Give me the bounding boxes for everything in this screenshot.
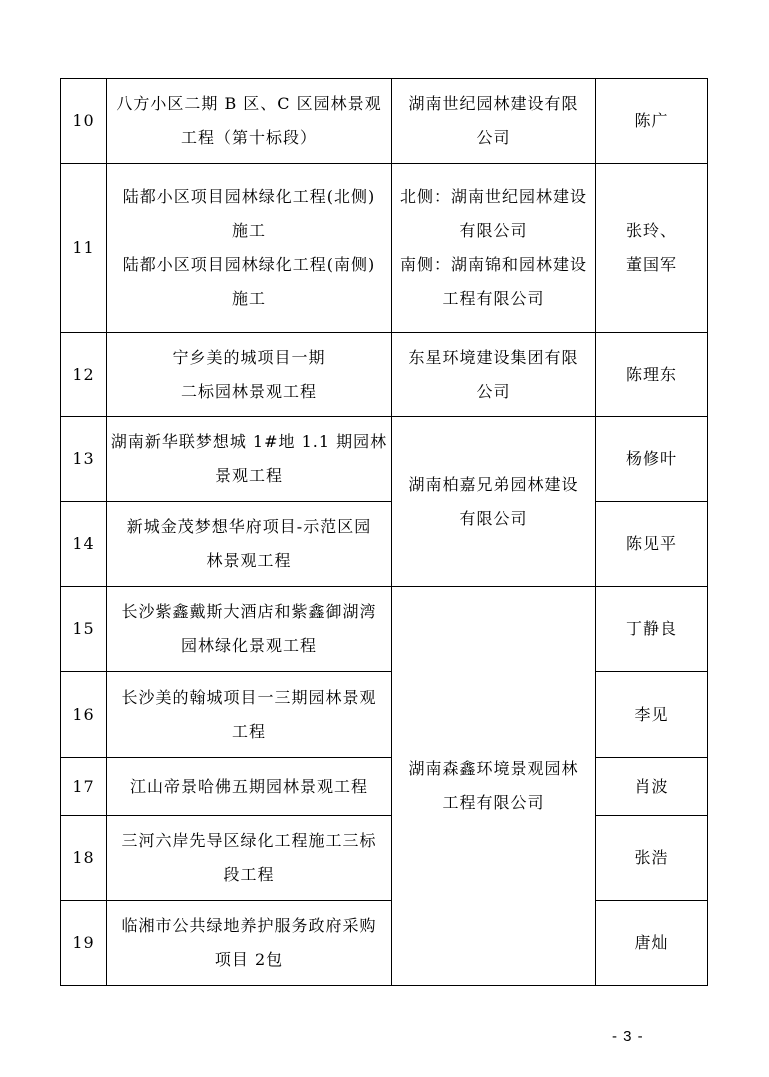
row-number: 11 bbox=[61, 164, 107, 333]
person-name: 杨修叶 bbox=[596, 417, 708, 502]
person-name: 肖波 bbox=[596, 758, 708, 816]
table-row bbox=[61, 164, 708, 333]
project-name: 长沙美的翰城项目一三期园林景观 工程 bbox=[107, 672, 392, 758]
project-name: 临湘市公共绿地养护服务政府采购 项目 2包 bbox=[107, 901, 392, 986]
table-row bbox=[61, 333, 708, 417]
page-number: - 3 - bbox=[612, 1028, 644, 1045]
table-row bbox=[61, 672, 708, 758]
table-row bbox=[61, 587, 708, 672]
project-name: 陆都小区项目园林绿化工程(北侧) 施工 陆都小区项目园林绿化工程(南侧) 施工 bbox=[107, 164, 392, 333]
person-name: 张玲、 董国军 bbox=[596, 164, 708, 333]
table-row bbox=[61, 502, 708, 587]
project-name: 江山帝景哈佛五期园林景观工程 bbox=[107, 758, 392, 816]
table-row bbox=[61, 816, 708, 901]
person-name: 李见 bbox=[596, 672, 708, 758]
project-name: 宁乡美的城项目一期 二标园林景观工程 bbox=[107, 333, 392, 417]
row-number: 14 bbox=[61, 502, 107, 587]
company-name: 湖南世纪园林建设有限 公司 bbox=[392, 79, 596, 164]
row-number: 18 bbox=[61, 816, 107, 901]
table-row bbox=[61, 79, 708, 164]
project-name: 新城金茂梦想华府项目-示范区园 林景观工程 bbox=[107, 502, 392, 587]
table-row bbox=[61, 901, 708, 986]
company-name: 湖南柏嘉兄弟园林建设 有限公司 bbox=[392, 417, 596, 587]
person-name: 陈理东 bbox=[596, 333, 708, 417]
awards-table bbox=[60, 78, 708, 986]
row-number: 16 bbox=[61, 672, 107, 758]
project-name: 八方小区二期 B 区、C 区园林景观 工程（第十标段） bbox=[107, 79, 392, 164]
project-name: 三河六岸先导区绿化工程施工三标 段工程 bbox=[107, 816, 392, 901]
company-name: 北侧：湖南世纪园林建设 有限公司 南侧：湖南锦和园林建设 工程有限公司 bbox=[392, 164, 596, 333]
person-name: 唐灿 bbox=[596, 901, 708, 986]
row-number: 10 bbox=[61, 79, 107, 164]
row-number: 12 bbox=[61, 333, 107, 417]
company-name: 湖南森鑫环境景观园林 工程有限公司 bbox=[392, 587, 596, 986]
table-row bbox=[61, 417, 708, 502]
project-name: 湖南新华联梦想城 1#地 1.1 期园林 景观工程 bbox=[107, 417, 392, 502]
person-name: 陈见平 bbox=[596, 502, 708, 587]
person-name: 陈广 bbox=[596, 79, 708, 164]
person-name: 丁静良 bbox=[596, 587, 708, 672]
table-row bbox=[61, 758, 708, 816]
row-number: 13 bbox=[61, 417, 107, 502]
row-number: 15 bbox=[61, 587, 107, 672]
company-name: 东星环境建设集团有限 公司 bbox=[392, 333, 596, 417]
row-number: 17 bbox=[61, 758, 107, 816]
row-number: 19 bbox=[61, 901, 107, 986]
project-name: 长沙紫鑫戴斯大酒店和紫鑫御湖湾 园林绿化景观工程 bbox=[107, 587, 392, 672]
person-name: 张浩 bbox=[596, 816, 708, 901]
